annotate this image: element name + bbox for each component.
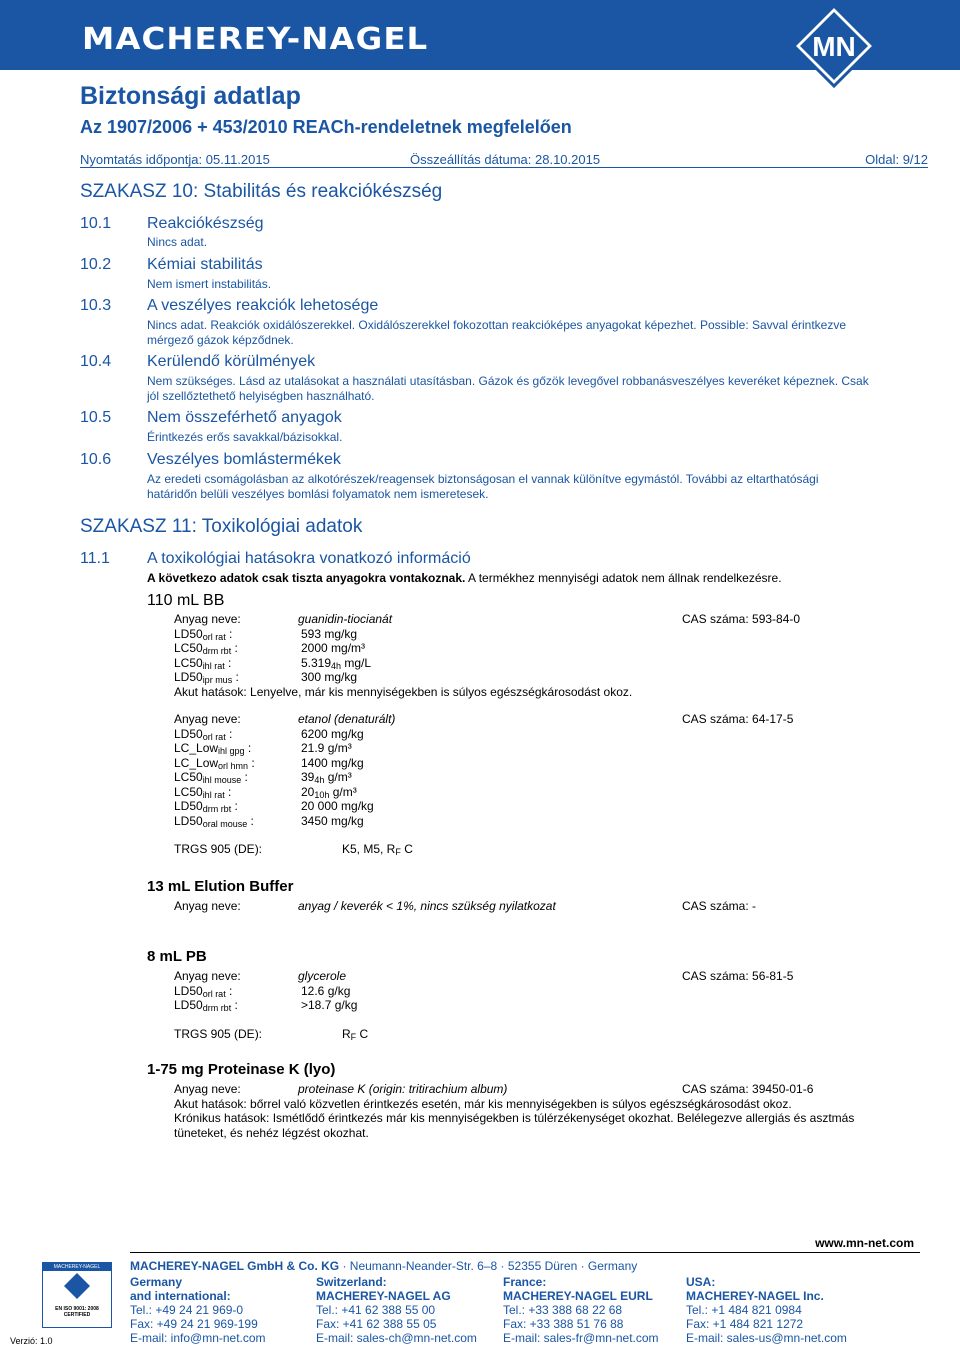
tox-row (174, 998, 864, 1013)
footer-country-sub: and international: (130, 1289, 231, 1303)
substance-label: Anyag neve: (174, 1082, 241, 1096)
substance-name: guanidin-tiocianát (298, 612, 393, 626)
substance-label: Anyag neve: (174, 612, 241, 626)
tox-value: 3450 mg/kg (301, 813, 364, 828)
cas-number: CAS száma: 56-81-5 (682, 969, 794, 983)
tox-label: LC_Low$_{orl hmn}$ : (174, 755, 255, 771)
subsection-number: 10.6 (80, 451, 112, 468)
footer-col-france (503, 1275, 659, 1345)
subsection-title: A veszélyes reakciók lehetosége (147, 297, 379, 314)
logo-text: MN (812, 31, 856, 62)
tox-label: $LD50_{drm rbt}$ : (174, 998, 238, 1013)
subsection-text: határidőn belüli veszélyes bomlási folyamatok nem ismeretesek. (147, 487, 489, 501)
tox-value: $20_{10h}$ g/m³ (301, 784, 357, 800)
footer-fax: Fax: +33 388 51 76 88 (503, 1317, 624, 1331)
tox-row (174, 799, 864, 814)
substance-label: Anyag neve: (174, 712, 241, 726)
cas-number: CAS száma: - (682, 899, 757, 913)
trgs-value (342, 842, 413, 856)
footer-tel: Tel.: +41 62 388 55 00 (316, 1303, 436, 1317)
substance-name: proteinase K (origin: tritirachium album) (298, 1082, 508, 1096)
tox-value: 300 mg/kg (301, 670, 358, 684)
tox-label: $LD50_{drm rbt}$ : (174, 799, 238, 814)
footer-tel: Tel.: +33 388 68 22 68 (503, 1303, 623, 1317)
footer-fax: Fax: +1 484 821 1272 (686, 1317, 804, 1331)
effect-text: Krónikus hatások: Ismétlődő érintkezés már kis mennyiségekben is túlérzékenységet okozhat. Belélegezve allergiás és asztmás (174, 1111, 855, 1125)
tox-label: LC_Low$_{ihl gpg}$ : (174, 741, 252, 756)
tox-value: $39_{4h}$ g/m³ (301, 770, 352, 785)
footer-col-germany (130, 1275, 266, 1345)
subsection-number: 11.1 (80, 550, 110, 567)
compile-date: Összeállítás dátuma: 28.10.2015 (410, 152, 601, 167)
substance-block (174, 969, 864, 1013)
substance-name: anyag / keverék < 1%, nincs szükség nyilatkozat (298, 899, 556, 913)
footer-divider (130, 1252, 920, 1253)
substance-name: glycerole (298, 969, 347, 983)
tox-label: $LC50_{ihl rat}$ : (174, 655, 232, 671)
product-name: 1-75 mg Proteinase K (lyo) (147, 1061, 336, 1078)
iso-certificate-badge (42, 1262, 112, 1328)
tox-label: $LC50_{drm rbt}$ : (174, 641, 238, 656)
tox-row (174, 641, 864, 656)
footer-email[interactable]: E-mail: sales-ch@mn-net.com (316, 1331, 477, 1345)
subsection-title: Kerülendő körülmények (147, 353, 316, 370)
footer-country: France: (503, 1275, 547, 1289)
subsection-text: Nincs adat. Reakciók oxidálószerekkel. Oxidálószerekkel fokozottan reakcióképes anyagokat képezhet. Possible: Savval érintkezve (147, 318, 847, 332)
subsection-text: Érintkezés erős savakkal/bázisokkal. (147, 430, 343, 444)
subsection-text: mérgező gázok képződnek. (147, 333, 294, 347)
subsection-title: Nem összeférhető anyagok (147, 409, 342, 426)
intro-text (147, 571, 782, 585)
subsection-number: 10.4 (80, 353, 112, 370)
footer-email[interactable]: E-mail: sales-fr@mn-net.com (503, 1331, 659, 1345)
substance-block (174, 899, 864, 914)
company-line (130, 1259, 637, 1273)
substance-name: etanol (denaturált) (298, 712, 396, 726)
mn-logo-icon (792, 4, 876, 88)
tox-label: $LC50_{ihl mouse}$ : (174, 770, 248, 785)
version-label: Verzió: 1.0 (10, 1336, 53, 1346)
footer-country: Germany (130, 1275, 183, 1289)
effect-text: Akut hatások: bőrrel való közvetlen érintkezés esetén, már kis mennyiségekben is súlyos egészségkárosodást okoz. (174, 1096, 792, 1111)
footer-email[interactable]: E-mail: info@mn-net.com (130, 1331, 266, 1345)
footer-col-switzerland (316, 1275, 477, 1345)
company-address: · Neumann-Neander-Str. 6–8 · 52355 Düren · Germany (339, 1259, 638, 1273)
cas-number: CAS száma: 593-84-0 (682, 612, 801, 626)
tox-value: 2000 mg/m³ (301, 641, 366, 655)
footer-company: MACHEREY-NAGEL EURL (503, 1289, 653, 1303)
cert-brand: MACHEREY-NAGEL (43, 1263, 111, 1271)
subsection-text: Az eredeti csomágolásban az alkotórészek/reagensek biztonságosan el vannak különítve egymástól. További az eltarthatósági (147, 472, 819, 486)
subsection-number: 10.1 (80, 215, 112, 232)
footer-tel: Tel.: +49 24 21 969-0 (130, 1303, 244, 1317)
tox-value: 1400 mg/kg (301, 755, 364, 770)
trgs-label: TRGS 905 (DE): (174, 842, 263, 856)
trgs-label: TRGS 905 (DE): (174, 1027, 263, 1041)
substance-block (174, 612, 864, 699)
intro-bold: A következo adatok csak tiszta anyagokra vontakoznak. (147, 571, 466, 585)
footer-col-usa (686, 1275, 847, 1345)
trgs-pre: K5, M5, R (342, 842, 396, 856)
trgs-sub: F (395, 847, 401, 857)
intro-rest: A termékhez mennyiségi adatok nem állnak rendelkezésre. (465, 571, 782, 585)
tox-row (174, 770, 864, 785)
substance-block (174, 1082, 894, 1140)
footer-country: USA: (686, 1275, 716, 1289)
tox-rows (174, 984, 864, 1013)
effect-text: Akut hatások: Lenyelve, már kis mennyiségekben is súlyos egészségkárosodást okoz. (174, 684, 633, 699)
trgs-post: C (400, 842, 413, 856)
substance-label: Anyag neve: (174, 969, 241, 983)
tox-value: 12.6 g/kg (301, 983, 351, 998)
tox-value: 593 mg/kg (301, 626, 358, 641)
tox-row (174, 741, 864, 756)
tox-value: $5.319_{4h}$ mg/L (301, 655, 372, 671)
substance-label: Anyag neve: (174, 899, 241, 913)
effect-text: tüneteket, és nehéz légzést okozhat. (174, 1125, 369, 1140)
tox-rows (174, 727, 864, 829)
subsection-number: 10.3 (80, 297, 112, 314)
footer-fax: Fax: +41 62 388 55 05 (316, 1317, 437, 1331)
print-date: Nyomtatás időpontja: 05.11.2015 (80, 152, 270, 167)
section-10-title: SZAKASZ 10: Stabilitás és reakciókészség (80, 181, 443, 202)
tox-label: $LD50_{orl rat}$ : (174, 726, 233, 742)
tox-row (174, 627, 864, 642)
cas-number: CAS száma: 39450-01-6 (682, 1082, 814, 1096)
tox-label: $LD50_{ipr mus}$ : (174, 670, 239, 685)
cert-text: CERTIFIED (63, 1312, 91, 1318)
company-name: MACHEREY-NAGEL GmbH & Co. KG (130, 1259, 340, 1273)
footer-country: Switzerland: (316, 1275, 387, 1289)
subsection-title: A toxikológiai hatásokra vonatkozó információ (147, 550, 471, 567)
trgs-pre: R (342, 1027, 351, 1041)
subsection-title: Veszélyes bomlástermékek (147, 451, 341, 468)
footer-fax: Fax: +49 24 21 969-199 (130, 1317, 258, 1331)
subsection-title: Reakciókészség (147, 215, 264, 232)
header-divider (80, 167, 928, 168)
subsection-text: jól szellőztethető helyiségben használható. (147, 389, 375, 403)
cert-text: EN ISO 9001: 2008 (55, 1306, 99, 1312)
section-11-title: SZAKASZ 11: Toxikológiai adatok (80, 516, 363, 537)
tox-label: $LD50_{oral mouse}$ : (174, 813, 254, 829)
tox-row (174, 670, 864, 685)
subsection-number: 10.5 (80, 409, 112, 426)
footer-company: MACHEREY-NAGEL Inc. (686, 1289, 824, 1303)
tox-row (174, 785, 864, 800)
page-number: Oldal: 9/12 (865, 152, 928, 167)
tox-label: $LD50_{orl rat}$ : (174, 983, 233, 999)
tox-value: 20 000 mg/kg (301, 799, 374, 813)
trgs-value (342, 1027, 368, 1041)
product-name: 13 mL Elution Buffer (147, 878, 294, 895)
tox-rows (174, 627, 864, 685)
footer-company: MACHEREY-NAGEL AG (316, 1289, 451, 1303)
cert-mn-logo-icon (43, 1271, 111, 1301)
brand-name: MACHEREY-NAGEL (82, 22, 429, 57)
tox-row (174, 814, 864, 829)
product-name: 110 mL BB (147, 592, 225, 609)
subsection-title: Kémiai stabilitás (147, 256, 263, 273)
website-link[interactable]: www.mn-net.com (815, 1236, 914, 1250)
trgs-post: C (356, 1027, 369, 1041)
tox-row (174, 984, 864, 999)
tox-value: >18.7 g/kg (301, 998, 358, 1012)
footer-email[interactable]: E-mail: sales-us@mn-net.com (686, 1331, 847, 1345)
trgs-sub: F (350, 1032, 357, 1042)
document-subtitle: Az 1907/2006 + 453/2010 REACh-rendeletnek megfelelően (80, 117, 572, 137)
tox-value: 21.9 g/m³ (301, 741, 352, 755)
tox-label: $LD50_{orl rat}$ : (174, 626, 233, 642)
subsection-text: Nincs adat. (147, 235, 208, 249)
subsection-text: Nem szükséges. Lásd az utalásokat a használati utasításban. Gázok és gőzök levegővel robbanásveszélyes keveréket képeznek. Csak (147, 374, 869, 388)
cas-number: CAS száma: 64-17-5 (682, 712, 794, 726)
tox-row (174, 656, 864, 671)
tox-label: $LC50_{ihl rat}$ : (174, 784, 232, 800)
substance-block (174, 712, 864, 828)
document-title: Biztonsági adatlap (80, 82, 301, 110)
product-name: 8 mL PB (147, 948, 207, 965)
subsection-number: 10.2 (80, 256, 112, 273)
tox-value: 6200 mg/kg (301, 726, 364, 741)
footer-tel: Tel.: +1 484 821 0984 (686, 1303, 802, 1317)
tox-row (174, 727, 864, 742)
tox-row (174, 756, 864, 771)
subsection-text: Nem ismert instabilitás. (147, 277, 272, 291)
